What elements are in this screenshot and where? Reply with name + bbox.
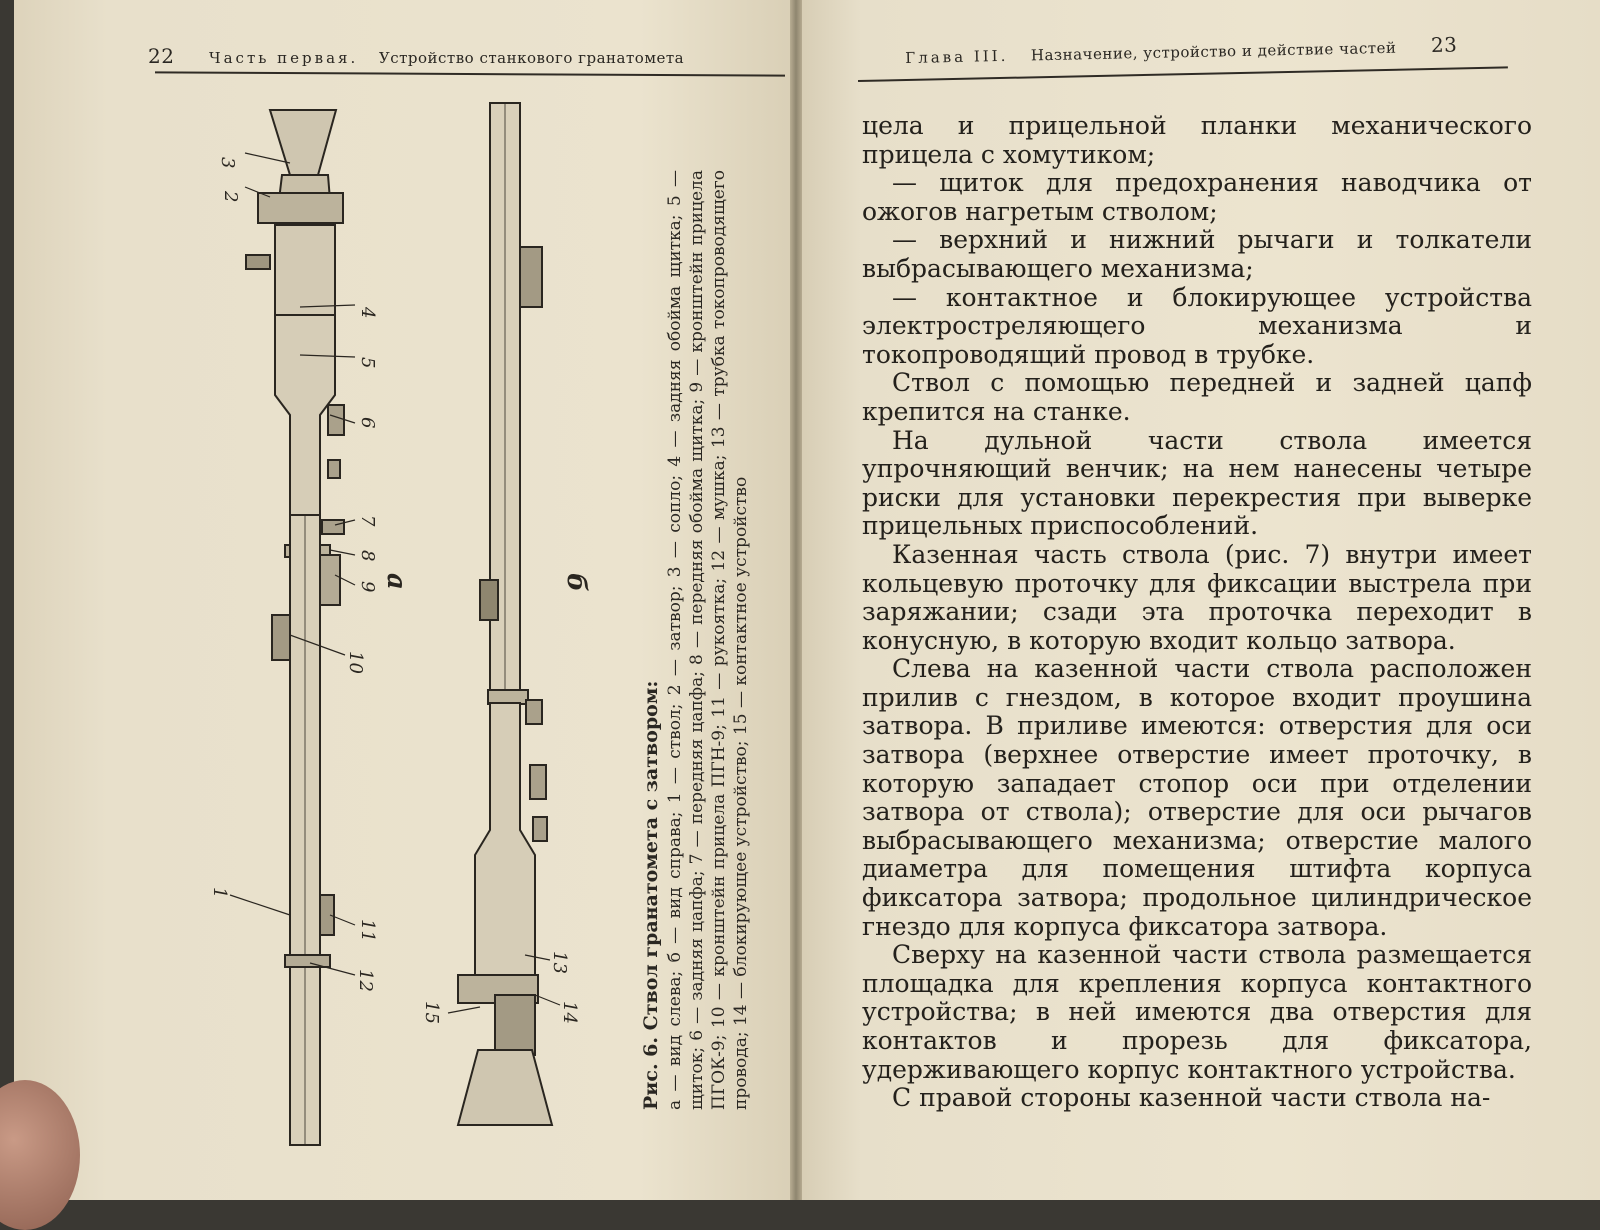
paragraph: С правой стороны казенной части ствола на- bbox=[892, 1083, 1491, 1113]
left-page-number: 22 bbox=[148, 44, 175, 68]
right-running-title: Назначение, устройство и действие частей bbox=[1030, 38, 1397, 65]
view-a-drawing bbox=[246, 110, 344, 1145]
callout-8: 8 bbox=[357, 550, 378, 562]
callout-11: 11 bbox=[357, 919, 378, 942]
view-b-drawing bbox=[458, 103, 552, 1125]
callout-1: 1 bbox=[209, 887, 230, 899]
callout-9: 9 bbox=[357, 581, 378, 593]
paragraph: На дульной части ствола имеется упрочняющий венчик; на нем нанесены четыре риски для установки перекрестия при выверке прицельных приспособлений. bbox=[862, 425, 1532, 541]
callout-13: 13 bbox=[549, 951, 570, 974]
paragraph: цела и прицельной планки механического прицела с хомутиком; bbox=[862, 111, 1532, 169]
right-page-body bbox=[862, 112, 1532, 1113]
chapter-label: Глава III. bbox=[905, 46, 1009, 67]
figure-caption-title: Рис. 6. Ствол гранатомета с затвором: bbox=[640, 680, 662, 1110]
book-gutter bbox=[790, 0, 802, 1200]
callout-5: 5 bbox=[357, 357, 378, 369]
part-label: Часть первая. bbox=[209, 49, 359, 67]
paragraph: Ствол с помощью передней и задней цапф крепится на станке. bbox=[862, 368, 1532, 426]
callout-10: 10 bbox=[345, 651, 366, 674]
callout-2: 2 bbox=[220, 191, 241, 203]
figure-caption-body: а — вид слева; б — вид справа; 1 — ствол; 2 — затвор; 3 — сопло; 4 — задняя обойма щитка; 5 — щиток; 6 — задняя цапфа; 7 — передняя цапфа; 8 — передняя обойма щитка; 9 — кронштейн прицела ПГОК-9; 10 — кронштейн прицела ПГН-9; 11 — рукоятка; 12 — мушка; 13 — трубка токопроводящего провода; 14 — блокирующее устройство; 15 — контактное устройство bbox=[665, 170, 751, 1110]
paragraph: Казенная часть ствола (рис. 7) внутри имеет кольцевую проточку для фиксации выстрела при заряжании; сзади эта проточка переходит в конусную, в которую входит кольцо затвора. bbox=[862, 539, 1532, 655]
callout-15: 15 bbox=[421, 1001, 442, 1024]
view-b-label: б bbox=[561, 573, 591, 592]
callout-4: 4 bbox=[357, 307, 378, 319]
paragraph: — верхний и нижний рычаги и толкатели выбрасывающего механизма; bbox=[862, 225, 1532, 283]
paragraph: Слева на казенной части ствола расположен прилив с гнездом, в которое входит проушина затвора. В приливе имеются: отверстия для оси затвора (верхнее отверстие имеет проточку, в которую западает стопор оси при отделении затвора от ствола); отверстие для оси рычагов выбрасывающего механизма; отверстие малого диаметра для помещения штифта корпуса фиксатора затвора; продольное цилиндрическое гнездо для корпуса фиксатора затвора. bbox=[862, 654, 1532, 941]
left-page-header bbox=[148, 44, 684, 68]
callout-7: 7 bbox=[357, 515, 378, 527]
paragraph: — контактное и блокирующее устройства электростреляющего механизма и токопроводящий провод в трубке. bbox=[862, 282, 1532, 369]
callout-14: 14 bbox=[559, 1001, 580, 1024]
left-running-title: Устройство станкового гранатомета bbox=[378, 49, 685, 67]
view-a-label: а bbox=[381, 573, 411, 590]
callout-6: 6 bbox=[357, 417, 378, 429]
callout-3: 3 bbox=[217, 157, 238, 169]
figure-caption bbox=[640, 170, 751, 1110]
paragraph: — щиток для предохранения наводчика от ожогов нагретым стволом; bbox=[862, 168, 1532, 226]
right-page-number: 23 bbox=[1430, 32, 1458, 57]
paragraph: Сверху на казенной части ствола размещается площадка для крепления корпуса контактного устройства; в ней имеются два отверстия для контактов и прорезь для фиксатора, удерживающего корпус контактного устройства. bbox=[862, 940, 1532, 1084]
callout-12: 12 bbox=[355, 969, 376, 992]
